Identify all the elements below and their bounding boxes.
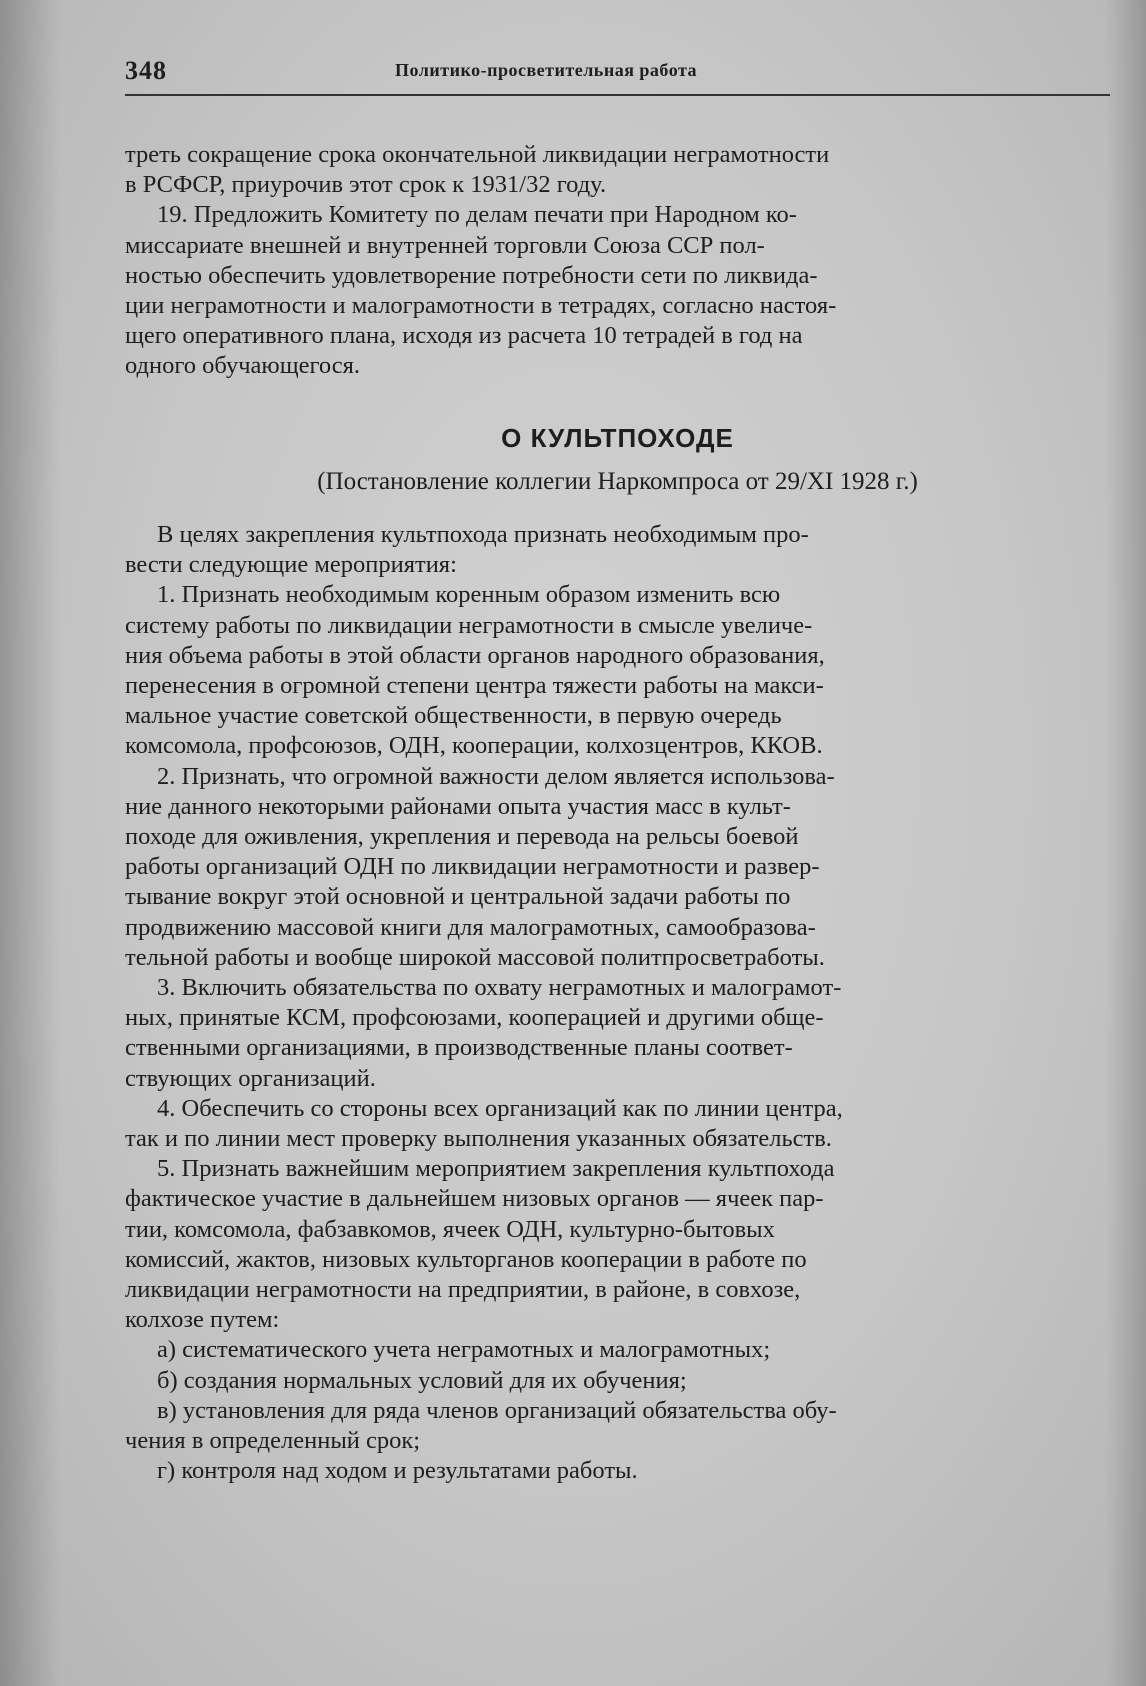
text-line: ственными организациями, в производственные планы соответ- [125, 1034, 793, 1062]
text-line: чения в определенный срок; [125, 1427, 421, 1455]
continued-text [125, 140, 1110, 382]
text-line: ствующих организаций. [125, 1064, 376, 1092]
text-line: тельной работы и вообще широкой массовой политпросветработы. [125, 943, 825, 971]
text-line: одного обучающегося. [125, 352, 361, 380]
paragraph-item-19 [125, 200, 1110, 381]
page-shadow-right [1106, 0, 1146, 1686]
paragraph-sub-v [125, 1396, 1110, 1456]
text-line: а) систематического учета неграмотных и малограмотных; [157, 1336, 771, 1364]
text-line: треть сокращение срока окончательной ликвидации неграмотности [125, 141, 830, 168]
text-line: 1. Признать необходимым коренным образом изменить всю [157, 581, 781, 609]
text-line: походе для оживления, укрепления и перевода на рельсы боевой [125, 823, 799, 851]
text-line: в) установления для ряда членов организаций обязательства обу- [157, 1396, 837, 1424]
text-line: в РСФСР, приурочив этот срок к 1931/32 году. [125, 171, 607, 199]
page-number: 348 [125, 56, 167, 85]
text-line: ных, принятые КСМ, профсоюзами, кооперацией и другими обще- [125, 1004, 824, 1032]
text-line: щего оперативного плана, исходя из расчета 10 тетрадей в год на [125, 322, 803, 350]
text-line: 3. Включить обязательства по охвату неграмотных и малограмот- [157, 974, 842, 1002]
paragraph-item-2 [125, 762, 1110, 973]
text-line: работы организаций ОДН по ликвидации неграмотности и развер- [125, 853, 820, 881]
text-line: 19. Предложить Комитету по делам печати при Народном ко- [157, 201, 797, 229]
paragraph-item-4 [125, 1094, 1110, 1154]
text-line: колхозе путем: [125, 1306, 280, 1334]
text-line: мальное участие советской общественности, в первую очередь [125, 702, 782, 730]
paragraph-item-5 [125, 1154, 1110, 1335]
text-line: фактическое участие в дальнейшем низовых органов — ячеек пар- [125, 1185, 824, 1213]
resolution-text [125, 520, 1110, 1487]
text-line: так и по линии мест проверку выполнения указанных обязательств. [125, 1125, 832, 1153]
text-line: 5. Признать важнейшим мероприятием закрепления культпохода [157, 1155, 835, 1183]
text-line: тии, комсомола, фабзавкомов, ячеек ОДН, культурно-бытовых [125, 1215, 775, 1243]
paragraph-item-1 [125, 580, 1110, 761]
section-subtitle: (Постановление коллегии Наркомпроса от 29/XI 1928 г.) [317, 468, 918, 495]
text-line: миссариате внешней и внутренней торговли Союза ССР пол- [125, 231, 765, 259]
text-line: б) создания нормальных условий для их обучения; [157, 1366, 687, 1394]
page-shadow-left [0, 0, 60, 1686]
text-line: систему работы по ликвидации неграмотности в смысле увеличе- [125, 611, 813, 639]
text-line: вести следующие мероприятия: [125, 551, 457, 579]
text-line: В целях закрепления культпохода признать необходимым про- [157, 521, 809, 548]
text-line: 4. Обеспечить со стороны всех организаций как по линии центра, [157, 1094, 843, 1122]
text-line: комсомола, профсоюзов, ОДН, кооперации, колхозцентров, ККОВ. [125, 732, 823, 760]
text-line: комиссий, жактов, низовых культорганов кооперации в работе по [125, 1245, 807, 1273]
paragraph-continuation [125, 140, 1110, 200]
header-rule [125, 94, 1110, 96]
text-line: перенесения в огромной степени центра тяжести работы на макси- [125, 672, 824, 700]
running-title: Политико-просветительная работа [395, 60, 698, 80]
text-line: ции неграмотности и малограмотности в тетрадях, согласно настоя- [125, 292, 837, 320]
text-line: ние данного некоторыми районами опыта участия масс в культ- [125, 792, 791, 820]
paragraph-sub-g [125, 1456, 1110, 1486]
text-line: тывание вокруг этой основной и центральной задачи работы по [125, 883, 791, 911]
running-header [125, 56, 1110, 92]
paragraph-sub-b [125, 1366, 1110, 1396]
text-line: ния объема работы в этой области органов народного образования, [125, 641, 825, 669]
text-line: 2. Признать, что огромной важности делом является использова- [157, 762, 835, 790]
section-title: О КУЛЬТПОХОДЕ [501, 423, 734, 453]
paragraph-preamble [125, 520, 1110, 580]
text-line: ликвидации неграмотности на предприятии, в районе, в совхозе, [125, 1276, 801, 1304]
text-line: г) контроля над ходом и результатами работы. [157, 1457, 638, 1485]
text-line: ностью обеспечить удовлетворение потребности сети по ликвида- [125, 261, 818, 289]
paragraph-item-3 [125, 973, 1110, 1094]
paragraph-sub-a [125, 1335, 1110, 1365]
text-line: продвижению массовой книги для малограмотных, самообразова- [125, 913, 816, 941]
